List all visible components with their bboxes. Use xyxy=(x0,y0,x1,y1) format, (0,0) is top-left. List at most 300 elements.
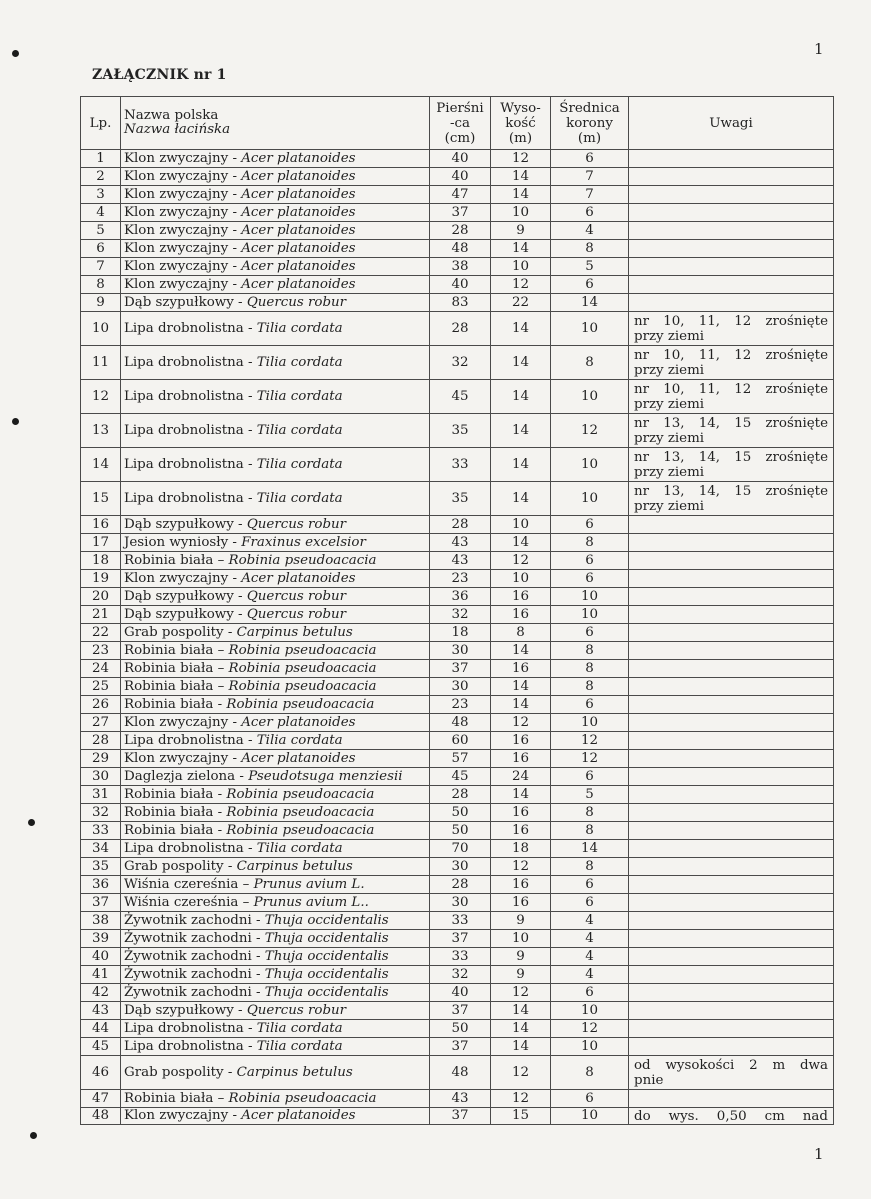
cell-girth: 48 xyxy=(430,1056,491,1090)
species-polish-name: Wiśnia czereśnia – xyxy=(124,876,254,892)
cell-crown: 6 xyxy=(551,894,629,912)
cell-height: 15 xyxy=(491,1108,551,1125)
species-latin-name: Prunus avium L.. xyxy=(253,894,369,910)
cell-crown: 8 xyxy=(551,1056,629,1090)
table-row xyxy=(81,1108,834,1125)
cell-species xyxy=(121,606,430,624)
table-row xyxy=(81,786,834,804)
header-girth-line: (cm) xyxy=(444,130,476,146)
cell-crown: 5 xyxy=(551,786,629,804)
tree-inventory-table xyxy=(80,96,834,1125)
table-row xyxy=(81,822,834,840)
cell-species xyxy=(121,570,430,588)
cell-lp: 6 xyxy=(81,240,121,258)
header-crown xyxy=(551,97,629,150)
table-row xyxy=(81,294,834,312)
cell-remarks xyxy=(629,768,834,786)
cell-girth: 23 xyxy=(430,696,491,714)
species-polish-name: Robinia biała – xyxy=(124,552,229,568)
cell-species xyxy=(121,696,430,714)
cell-height: 12 xyxy=(491,150,551,168)
cell-remarks xyxy=(629,678,834,696)
cell-lp: 29 xyxy=(81,750,121,768)
cell-remarks xyxy=(629,858,834,876)
cell-remarks xyxy=(629,966,834,984)
table-row xyxy=(81,1056,834,1090)
cell-species xyxy=(121,930,430,948)
cell-species xyxy=(121,876,430,894)
cell-lp: 22 xyxy=(81,624,121,642)
remark-line: nr 13, 14, 15 zrośnięte xyxy=(634,449,828,465)
cell-species xyxy=(121,552,430,570)
cell-remarks xyxy=(629,948,834,966)
species-latin-name: Thuja occidentalis xyxy=(264,966,389,982)
cell-crown: 8 xyxy=(551,822,629,840)
table-row xyxy=(81,204,834,222)
cell-girth: 30 xyxy=(430,858,491,876)
cell-species xyxy=(121,222,430,240)
cell-species xyxy=(121,294,430,312)
cell-lp: 3 xyxy=(81,186,121,204)
cell-height: 10 xyxy=(491,204,551,222)
species-latin-name: Acer platanoides xyxy=(241,276,356,292)
species-polish-name: Klon zwyczajny - xyxy=(124,1108,242,1123)
cell-lp: 39 xyxy=(81,930,121,948)
cell-lp: 25 xyxy=(81,678,121,696)
table-row xyxy=(81,930,834,948)
table-row xyxy=(81,516,834,534)
cell-species xyxy=(121,482,430,516)
cell-height: 16 xyxy=(491,876,551,894)
species-latin-name: Thuja occidentalis xyxy=(264,912,389,928)
cell-height: 10 xyxy=(491,516,551,534)
table-row xyxy=(81,1038,834,1056)
cell-lp: 8 xyxy=(81,276,121,294)
cell-height: 14 xyxy=(491,1038,551,1056)
cell-crown: 8 xyxy=(551,660,629,678)
table-row xyxy=(81,448,834,482)
cell-crown: 6 xyxy=(551,570,629,588)
cell-girth: 48 xyxy=(430,714,491,732)
cell-remarks xyxy=(629,482,834,516)
cell-girth: 35 xyxy=(430,414,491,448)
cell-crown: 10 xyxy=(551,606,629,624)
cell-girth: 40 xyxy=(430,150,491,168)
species-polish-name: Dąb szypułkowy - xyxy=(124,516,247,532)
cell-remarks xyxy=(629,804,834,822)
table-row xyxy=(81,912,834,930)
cell-girth: 35 xyxy=(430,482,491,516)
cell-remarks xyxy=(629,448,834,482)
cell-height: 14 xyxy=(491,448,551,482)
cell-lp: 10 xyxy=(81,312,121,346)
cell-girth: 32 xyxy=(430,606,491,624)
cell-crown: 6 xyxy=(551,984,629,1002)
species-latin-name: Acer platanoides xyxy=(241,240,356,256)
cell-height: 14 xyxy=(491,312,551,346)
cell-lp: 9 xyxy=(81,294,121,312)
cell-crown: 12 xyxy=(551,1020,629,1038)
cell-remarks xyxy=(629,240,834,258)
table-row xyxy=(81,840,834,858)
species-latin-name: Quercus robur xyxy=(246,588,347,604)
species-latin-name: Robinia pseudoacacia xyxy=(226,696,375,712)
table-row xyxy=(81,732,834,750)
cell-girth: 40 xyxy=(430,984,491,1002)
cell-lp: 21 xyxy=(81,606,121,624)
table-row xyxy=(81,482,834,516)
cell-lp: 17 xyxy=(81,534,121,552)
table-body xyxy=(81,150,834,1125)
cell-species xyxy=(121,750,430,768)
species-polish-name: Daglezja zielona - xyxy=(124,768,249,784)
cell-girth: 28 xyxy=(430,222,491,240)
species-polish-name: Grab pospolity - xyxy=(124,858,237,874)
table-row xyxy=(81,534,834,552)
cell-lp: 37 xyxy=(81,894,121,912)
cell-lp: 41 xyxy=(81,966,121,984)
cell-girth: 33 xyxy=(430,448,491,482)
cell-lp: 18 xyxy=(81,552,121,570)
cell-crown: 6 xyxy=(551,552,629,570)
cell-girth: 30 xyxy=(430,678,491,696)
cell-girth: 32 xyxy=(430,346,491,380)
cell-girth: 28 xyxy=(430,516,491,534)
species-polish-name: Robinia biała – xyxy=(124,642,229,658)
species-polish-name: Lipa drobnolistna - xyxy=(124,732,257,748)
cell-species xyxy=(121,984,430,1002)
cell-remarks xyxy=(629,912,834,930)
cell-girth: 43 xyxy=(430,534,491,552)
cell-height: 14 xyxy=(491,380,551,414)
cell-girth: 37 xyxy=(430,660,491,678)
cell-species xyxy=(121,894,430,912)
cell-species xyxy=(121,1038,430,1056)
species-polish-name: Dąb szypułkowy - xyxy=(124,588,247,604)
species-latin-name: Carpinus betulus xyxy=(236,624,353,640)
cell-lp: 33 xyxy=(81,822,121,840)
species-polish-name: Klon zwyczajny - xyxy=(124,570,242,586)
species-polish-name: Dąb szypułkowy - xyxy=(124,606,247,622)
cell-lp: 1 xyxy=(81,150,121,168)
species-polish-name: Lipa drobnolistna - xyxy=(124,1038,257,1054)
cell-height: 14 xyxy=(491,534,551,552)
species-latin-name: Robinia pseudoacacia xyxy=(228,642,377,658)
cell-crown: 4 xyxy=(551,930,629,948)
cell-remarks xyxy=(629,516,834,534)
species-latin-name: Robinia pseudoacacia xyxy=(228,660,377,676)
species-latin-name: Quercus robur xyxy=(246,1002,347,1018)
cell-remarks xyxy=(629,840,834,858)
cell-remarks xyxy=(629,660,834,678)
cell-species xyxy=(121,714,430,732)
cell-species xyxy=(121,768,430,786)
cell-crown: 8 xyxy=(551,642,629,660)
species-latin-name: Fraxinus excelsior xyxy=(241,534,366,550)
species-polish-name: Dąb szypułkowy - xyxy=(124,294,247,310)
cell-lp: 43 xyxy=(81,1002,121,1020)
cell-species xyxy=(121,258,430,276)
species-polish-name: Lipa drobnolistna - xyxy=(124,490,257,506)
remark-line: przy ziemi xyxy=(634,430,705,446)
cell-lp: 27 xyxy=(81,714,121,732)
table-row xyxy=(81,876,834,894)
cell-lp: 16 xyxy=(81,516,121,534)
table-row xyxy=(81,1020,834,1038)
species-latin-name: Tilia cordata xyxy=(256,1038,343,1054)
cell-lp: 30 xyxy=(81,768,121,786)
cell-crown: 4 xyxy=(551,222,629,240)
table-row xyxy=(81,552,834,570)
species-latin-name: Robinia pseudoacacia xyxy=(228,678,377,694)
header-height-line: Wyso- xyxy=(500,100,541,116)
cell-remarks xyxy=(629,294,834,312)
cell-lp: 45 xyxy=(81,1038,121,1056)
cell-girth: 40 xyxy=(430,276,491,294)
cell-height: 22 xyxy=(491,294,551,312)
cell-remarks xyxy=(629,1090,834,1108)
table-row xyxy=(81,804,834,822)
species-polish-name: Klon zwyczajny - xyxy=(124,222,242,238)
species-polish-name: Robinia biała - xyxy=(124,822,227,838)
species-latin-name: Tilia cordata xyxy=(256,840,343,856)
species-latin-name: Tilia cordata xyxy=(256,456,343,472)
species-polish-name: Klon zwyczajny - xyxy=(124,150,242,166)
cell-girth: 43 xyxy=(430,1090,491,1108)
cell-remarks xyxy=(629,204,834,222)
cell-crown: 12 xyxy=(551,750,629,768)
cell-species xyxy=(121,448,430,482)
cell-lp: 14 xyxy=(81,448,121,482)
species-latin-name: Tilia cordata xyxy=(256,388,343,404)
cell-remarks xyxy=(629,930,834,948)
species-polish-name: Lipa drobnolistna - xyxy=(124,422,257,438)
cell-height: 14 xyxy=(491,696,551,714)
table-row xyxy=(81,948,834,966)
cell-height: 14 xyxy=(491,414,551,448)
species-latin-name: Acer platanoides xyxy=(241,186,356,202)
cell-crown: 10 xyxy=(551,588,629,606)
cell-girth: 37 xyxy=(430,204,491,222)
header-height-line: kość xyxy=(505,115,536,131)
cell-remarks xyxy=(629,346,834,380)
cell-remarks xyxy=(629,822,834,840)
cell-species xyxy=(121,732,430,750)
cell-species xyxy=(121,380,430,414)
species-latin-name: Robinia pseudoacacia xyxy=(226,822,375,838)
cell-remarks xyxy=(629,984,834,1002)
cell-crown: 10 xyxy=(551,482,629,516)
cell-lp: 26 xyxy=(81,696,121,714)
cell-height: 12 xyxy=(491,552,551,570)
header-crown-line: korony xyxy=(566,115,613,131)
remark-line: przy ziemi xyxy=(634,464,705,480)
cell-crown: 12 xyxy=(551,732,629,750)
header-lp: Lp. xyxy=(81,97,121,150)
cell-height: 10 xyxy=(491,258,551,276)
species-latin-name: Acer platanoides xyxy=(241,150,356,166)
species-polish-name: Lipa drobnolistna - xyxy=(124,320,257,336)
table-header-row xyxy=(81,97,834,150)
cell-lp: 35 xyxy=(81,858,121,876)
cell-crown: 8 xyxy=(551,240,629,258)
species-latin-name: Quercus robur xyxy=(246,294,347,310)
header-height-line: (m) xyxy=(508,130,533,146)
cell-girth: 28 xyxy=(430,786,491,804)
cell-lp: 12 xyxy=(81,380,121,414)
cell-lp: 20 xyxy=(81,588,121,606)
table-row xyxy=(81,414,834,448)
table-row xyxy=(81,1002,834,1020)
table-row xyxy=(81,660,834,678)
table-row xyxy=(81,570,834,588)
cell-crown: 8 xyxy=(551,804,629,822)
cell-species xyxy=(121,312,430,346)
cell-crown: 6 xyxy=(551,516,629,534)
remark-line: przy ziemi xyxy=(634,498,705,514)
cell-remarks xyxy=(629,1038,834,1056)
cell-height: 16 xyxy=(491,822,551,840)
table-row xyxy=(81,750,834,768)
cell-height: 9 xyxy=(491,948,551,966)
table-row xyxy=(81,222,834,240)
cell-species xyxy=(121,516,430,534)
species-latin-name: Acer platanoides xyxy=(241,714,356,730)
cell-crown: 14 xyxy=(551,840,629,858)
cell-remarks xyxy=(629,1108,834,1125)
cell-height: 12 xyxy=(491,1056,551,1090)
cell-species xyxy=(121,804,430,822)
table-row xyxy=(81,696,834,714)
cell-height: 14 xyxy=(491,168,551,186)
table-row xyxy=(81,606,834,624)
species-latin-name: Quercus robur xyxy=(246,606,347,622)
cell-crown: 8 xyxy=(551,678,629,696)
cell-species xyxy=(121,624,430,642)
cell-lp: 15 xyxy=(81,482,121,516)
species-polish-name: Żywotnik zachodni - xyxy=(124,912,265,928)
cell-crown: 10 xyxy=(551,1108,629,1125)
cell-height: 24 xyxy=(491,768,551,786)
cell-species xyxy=(121,150,430,168)
cell-crown: 4 xyxy=(551,966,629,984)
species-polish-name: Wiśnia czereśnia – xyxy=(124,894,254,910)
cell-remarks xyxy=(629,534,834,552)
cell-height: 14 xyxy=(491,1020,551,1038)
cell-crown: 6 xyxy=(551,624,629,642)
cell-girth: 37 xyxy=(430,1038,491,1056)
cell-lp: 47 xyxy=(81,1090,121,1108)
cell-species xyxy=(121,660,430,678)
cell-height: 12 xyxy=(491,714,551,732)
species-latin-name: Tilia cordata xyxy=(256,490,343,506)
cell-height: 14 xyxy=(491,482,551,516)
cell-remarks xyxy=(629,588,834,606)
species-latin-name: Tilia cordata xyxy=(256,422,343,438)
header-height xyxy=(491,97,551,150)
cell-girth: 40 xyxy=(430,168,491,186)
cell-height: 14 xyxy=(491,186,551,204)
table-row xyxy=(81,1090,834,1108)
cell-crown: 12 xyxy=(551,414,629,448)
cell-remarks xyxy=(629,168,834,186)
species-polish-name: Klon zwyczajny - xyxy=(124,276,242,292)
header-girth-line: -ca xyxy=(449,115,470,131)
cell-species xyxy=(121,276,430,294)
cell-species xyxy=(121,240,430,258)
remark-line: nr 13, 14, 15 zrośnięte xyxy=(634,483,828,499)
table-row xyxy=(81,858,834,876)
table-row xyxy=(81,186,834,204)
cell-height: 9 xyxy=(491,222,551,240)
header-crown-line: (m) xyxy=(577,130,602,146)
cell-species xyxy=(121,1020,430,1038)
cell-lp: 46 xyxy=(81,1056,121,1090)
species-polish-name: Klon zwyczajny - xyxy=(124,168,242,184)
table-row xyxy=(81,624,834,642)
cell-girth: 37 xyxy=(430,1108,491,1125)
punch-hole-mark xyxy=(30,1132,37,1139)
cell-girth: 45 xyxy=(430,380,491,414)
table-row xyxy=(81,380,834,414)
cell-girth: 38 xyxy=(430,258,491,276)
species-polish-name: Lipa drobnolistna - xyxy=(124,354,257,370)
cell-species xyxy=(121,1090,430,1108)
species-polish-name: Robinia biała – xyxy=(124,1090,229,1106)
cell-species xyxy=(121,204,430,222)
cell-lp: 31 xyxy=(81,786,121,804)
cell-girth: 30 xyxy=(430,894,491,912)
cell-species xyxy=(121,912,430,930)
cell-height: 9 xyxy=(491,966,551,984)
species-polish-name: Robinia biała - xyxy=(124,804,227,820)
cell-crown: 4 xyxy=(551,912,629,930)
species-polish-name: Żywotnik zachodni - xyxy=(124,930,265,946)
cell-crown: 6 xyxy=(551,876,629,894)
cell-remarks xyxy=(629,1056,834,1090)
table-row xyxy=(81,240,834,258)
cell-crown: 8 xyxy=(551,858,629,876)
cell-remarks xyxy=(629,552,834,570)
remark-line: od wysokości 2 m dwa xyxy=(634,1057,828,1073)
species-polish-name: Robinia biała – xyxy=(124,678,229,694)
species-polish-name: Żywotnik zachodni - xyxy=(124,984,265,1000)
species-latin-name: Carpinus betulus xyxy=(236,858,353,874)
species-latin-name: Acer platanoides xyxy=(241,1108,356,1123)
cell-crown: 6 xyxy=(551,204,629,222)
cell-species xyxy=(121,678,430,696)
table-row xyxy=(81,966,834,984)
cell-remarks xyxy=(629,642,834,660)
table-row xyxy=(81,894,834,912)
cell-crown: 6 xyxy=(551,768,629,786)
species-latin-name: Acer platanoides xyxy=(241,222,356,238)
cell-crown: 8 xyxy=(551,346,629,380)
species-polish-name: Lipa drobnolistna - xyxy=(124,456,257,472)
cell-remarks xyxy=(629,696,834,714)
cell-species xyxy=(121,534,430,552)
species-polish-name: Klon zwyczajny - xyxy=(124,204,242,220)
cell-crown: 5 xyxy=(551,258,629,276)
cell-lp: 36 xyxy=(81,876,121,894)
cell-remarks xyxy=(629,894,834,912)
cell-species xyxy=(121,642,430,660)
table-row xyxy=(81,678,834,696)
species-polish-name: Lipa drobnolistna - xyxy=(124,1020,257,1036)
cell-lp: 32 xyxy=(81,804,121,822)
cell-girth: 50 xyxy=(430,822,491,840)
remark-line: przy ziemi xyxy=(634,328,705,344)
